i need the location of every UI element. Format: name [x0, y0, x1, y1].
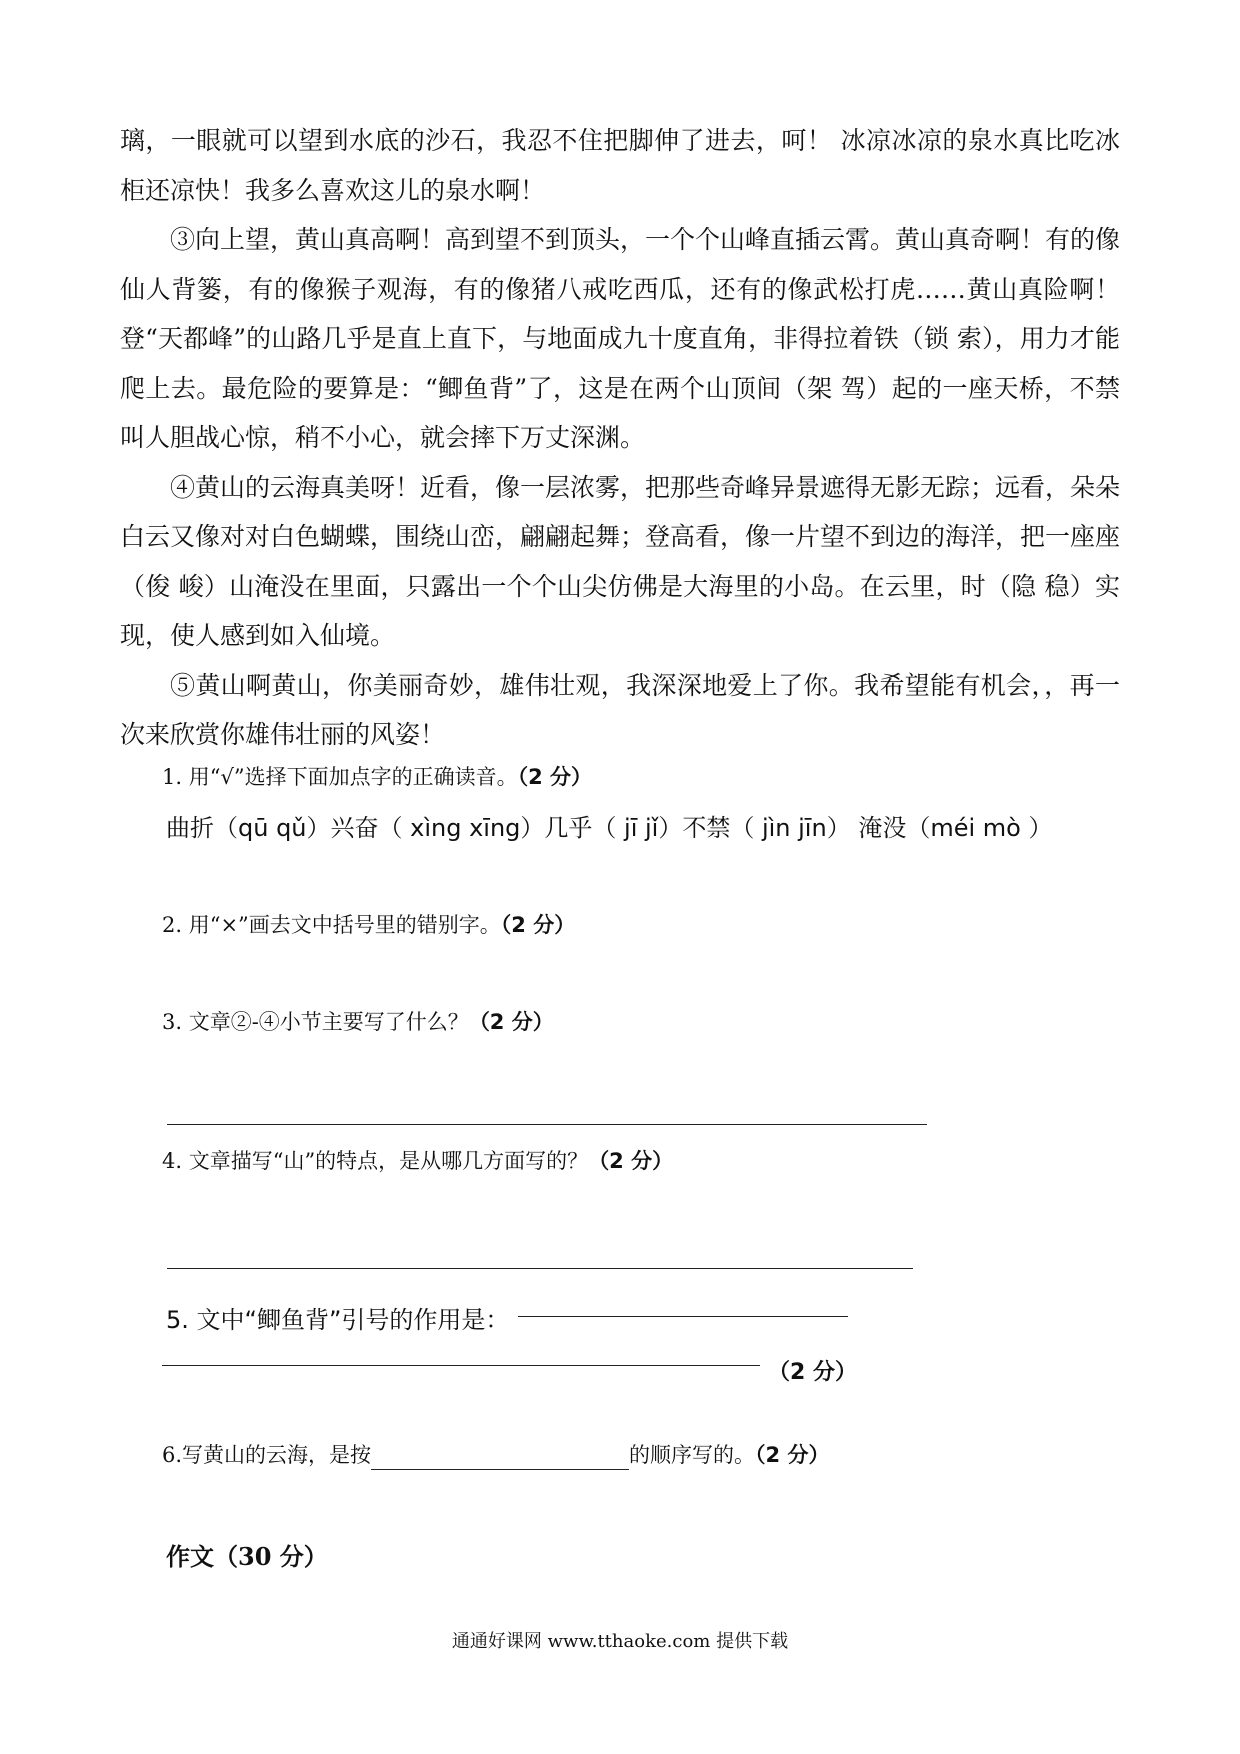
question-4-score: （2 分） [588, 1149, 674, 1173]
question-3-score: （2 分） [468, 1010, 554, 1034]
question-6-text-before: 6.写黄山的云海，是按 [162, 1443, 372, 1467]
question-6-answer-blank[interactable] [371, 1443, 629, 1470]
question-5-answer-line-1[interactable] [518, 1316, 848, 1317]
question-1-text: 1. 用“√”选择下面加点字的正确读音。 [162, 765, 518, 789]
question-4-text: 4. 文章描写“山”的特点，是从哪几方面写的？ [162, 1149, 589, 1173]
question-3-text: 3. 文章②-④小节主要写了什么？ [162, 1010, 469, 1034]
question-5-score: （2 分） [768, 1360, 857, 1385]
question-5-text: 5. 文中“鲫鱼背”引号的作用是： [166, 1306, 510, 1334]
question-6-score: （2 分） [755, 1443, 830, 1467]
passage-paragraph-4: ④黄山的云海真美呀！近看，像一层浓雾，把那些奇峰异景遮得无影无踪；远看，朵朵白云又像对对白色蝴蝶，围绕山峦，翩翩起舞；登高看，像一片望不到边的海洋，把一座座（俊 峻）山淹没在里面，只露出一个个山尖仿佛是大海里的小岛。在云里，时（隐 稳）实现，使人感到如入仙境。 [120, 472, 1121, 650]
question-6-text-after: 的顺序写的。 [629, 1443, 756, 1467]
question-4-answer-line[interactable] [167, 1268, 913, 1269]
question-1 [162, 762, 592, 792]
question-2-text: 2. 用“×”画去文中括号里的错别字。 [162, 913, 501, 937]
question-5 [166, 1300, 509, 1335]
question-5-answer-line-2[interactable] [162, 1365, 760, 1366]
question-1-pinyin-options: 曲折（qū qǔ）兴奋（ xìng xīng）几乎（ jī jǐ）不禁（ jìn jīn） 淹没（méi mò ） [166, 814, 1053, 842]
question-1-score: （2 分） [517, 765, 593, 789]
passage-paragraph-3: ③向上望，黄山真高啊！高到望不到顶头，一个个山峰直插云霄。黄山真奇啊！有的像仙人背篓，有的像猴子观海，有的像猪八戒吃西瓜，还有的像武松打虎……黄山真险啊！登“天都峰”的山路几乎是直上直下，与地面成九十度直角，非得拉着铁（锁 索），用力才能爬上去。最危险的要算是：“鲫鱼背”了，这是在两个山顶间（架 驾）起的一座天桥，不禁叫人胆战心惊，稍不小心，就会摔下万丈深渊。 [120, 225, 1121, 452]
question-3-answer-line[interactable] [167, 1124, 927, 1125]
question-4 [162, 1146, 673, 1176]
reading-passage [120, 116, 1120, 760]
question-2-score: （2 分） [500, 913, 576, 937]
question-3 [162, 1007, 554, 1037]
page-footer: 通通好课网 www.tthaoke.com 提供下载 [451, 1631, 789, 1652]
passage-paragraph-5: ⑤黄山啊黄山，你美丽奇妙，雄伟壮观，我深深地爱上了你。我希望能有机会，，再一次来欣赏你雄伟壮丽的风姿！ [120, 670, 1120, 749]
essay-heading: 作文（30 分） [166, 1542, 328, 1571]
question-6 [162, 1440, 829, 1470]
passage-paragraph-2-continued: 璃，一眼就可以望到水底的沙石，我忍不住把脚伸了进去，呵！ 冰凉冰凉的泉水真比吃冰柜还凉快！我多么喜欢这儿的泉水啊！ [120, 126, 1120, 205]
question-2 [162, 910, 575, 940]
